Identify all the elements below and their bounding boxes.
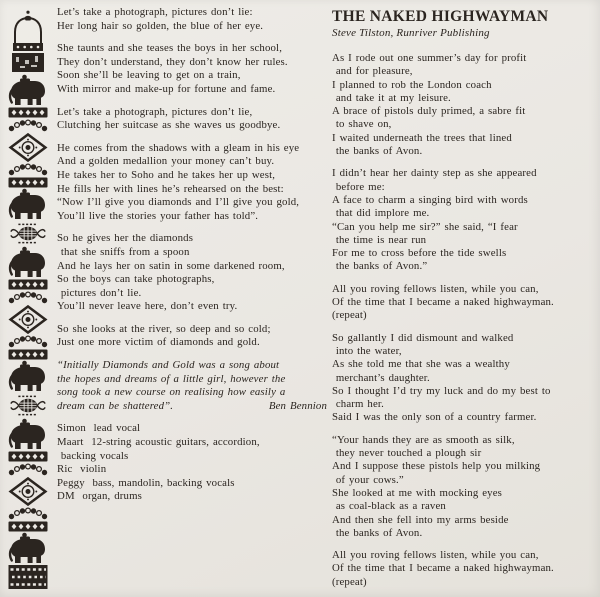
lyric-line: charm her. bbox=[332, 398, 384, 411]
lyric-line: I planned to rob the London coach bbox=[332, 78, 492, 91]
bottom-band-icon bbox=[8, 565, 48, 589]
lyric-line: the banks of Avon. bbox=[332, 526, 423, 539]
lyric-line: pictures don’t lie. bbox=[57, 286, 142, 299]
turtle-icon bbox=[8, 221, 48, 246]
lyric-line: “Your hands they are as smooth as silk, bbox=[332, 433, 515, 446]
lyric-line: You’ll live the stories your father has told”. bbox=[57, 209, 259, 222]
beads-icon bbox=[8, 462, 48, 477]
lyric-line: So the boys can take photographs, bbox=[57, 273, 215, 286]
lyric-line: With mirror and make-up for fortune and fame. bbox=[57, 82, 276, 95]
frieze-icon bbox=[8, 177, 48, 188]
lyric-line: the banks of Avon.” bbox=[332, 260, 428, 273]
elephant-icon bbox=[8, 246, 48, 279]
lyric-line: the hopes and dreams of a little girl, however the bbox=[57, 372, 286, 385]
lyric-line: they never touched a plough sir bbox=[332, 447, 482, 460]
diamond-icon bbox=[8, 133, 48, 162]
lyric-line: the banks of Avon. bbox=[332, 145, 423, 158]
lyrics-stanza bbox=[332, 434, 578, 540]
lyric-line: You’ll never leave here, don’t even try. bbox=[57, 300, 238, 313]
lyric-line: and take it at my leisure. bbox=[332, 91, 451, 104]
lyrics-stanza bbox=[57, 232, 333, 314]
editor-quote bbox=[57, 359, 333, 413]
lyric-line: Clutching her suitcase as she waves us goodbye. bbox=[57, 119, 281, 132]
lyric-line: Soon she’ll be leaving to get on a train, bbox=[57, 69, 241, 82]
decorative-border bbox=[8, 10, 48, 589]
lyric-line: to shave on, bbox=[332, 118, 392, 131]
lyrics-stanza bbox=[57, 323, 333, 350]
diamonds-and-gold-lyrics bbox=[57, 6, 333, 350]
lyrics-stanza bbox=[332, 283, 578, 323]
lyric-line: So gallantly I did dismount and walked bbox=[332, 331, 514, 344]
beads-icon bbox=[8, 290, 48, 305]
lyric-line: merchant’s daughter. bbox=[332, 371, 430, 384]
lyric-line: Let’s take a photograph, pictures don’t lie: bbox=[57, 6, 253, 18]
beads-icon bbox=[8, 334, 48, 349]
lyrics-stanza bbox=[332, 52, 578, 158]
lyric-line: song took a new course on realising how easily a bbox=[57, 386, 286, 399]
lyric-line: For me to cross before the tide swells bbox=[332, 247, 507, 260]
lyric-line: And I suppose these pistols help you milking bbox=[332, 460, 541, 473]
credit-line: backing vocals bbox=[57, 449, 129, 462]
diamond-icon bbox=[8, 305, 48, 334]
lyric-line: “Can you help me sir?” she said, “I fear bbox=[332, 220, 518, 233]
frieze-icon bbox=[8, 349, 48, 360]
lyric-line: that did implore me. bbox=[332, 207, 430, 220]
lyric-line: They don’t understand, they don’t know her rules. bbox=[57, 55, 288, 68]
lyric-line: Of the time that I became a naked highwayman. bbox=[332, 562, 554, 575]
lyric-line: All you roving fellows listen, while you can, bbox=[332, 549, 539, 562]
lyric-line: (repeat) bbox=[332, 309, 367, 322]
lyric-line: She taunts and she teases the boys in her school, bbox=[57, 42, 283, 55]
lyric-line: As she told me that she was a wealthy bbox=[332, 358, 510, 371]
elephant-icon bbox=[8, 418, 48, 451]
lyric-line: A face to charm a singing bird with words bbox=[332, 193, 528, 206]
elephant-icon bbox=[8, 188, 48, 221]
lyric-line: Her long hair so golden, the blue of her eye. bbox=[57, 19, 264, 32]
lyric-line: of your cows.” bbox=[332, 473, 404, 486]
lyric-line: Let’s take a photograph, pictures don’t lie, bbox=[57, 105, 253, 118]
lyrics-stanza bbox=[57, 42, 333, 96]
lyrics-stanza bbox=[57, 6, 333, 33]
frieze-icon bbox=[8, 279, 48, 290]
lyric-line: So she looks at the river, so deep and so cold; bbox=[57, 322, 271, 335]
lyric-line: As I rode out one summer’s day for profit bbox=[332, 52, 527, 64]
frieze-icon bbox=[8, 107, 48, 118]
quote-text: dream can be shattered”. bbox=[57, 399, 174, 412]
lyric-line: as coal-black as a raven bbox=[332, 500, 446, 513]
diamond-icon bbox=[8, 477, 48, 506]
lyric-line: into the water, bbox=[332, 344, 402, 357]
lyric-line: “Initially Diamonds and Gold was a song about bbox=[57, 359, 280, 372]
lyric-line: that she sniffs from a spoon bbox=[57, 245, 190, 258]
song-writer-credit: Steve Tilston, Runriver Publishing bbox=[332, 27, 490, 39]
lyrics-stanza bbox=[57, 142, 333, 224]
song-title: THE NAKED HIGHWAYMAN bbox=[332, 8, 549, 25]
left-column bbox=[57, 6, 333, 504]
right-column bbox=[332, 8, 578, 597]
lyric-line: Of the time that I became a naked highwayman. bbox=[332, 296, 554, 309]
lyric-line: All you roving fellows listen, while you can, bbox=[332, 282, 539, 295]
credit-line: Simon lead vocal bbox=[57, 422, 141, 435]
temple-icon bbox=[8, 10, 48, 74]
lyric-line: So he gives her the diamonds bbox=[57, 232, 194, 245]
lyric-line: So I thought I’d try my luck and do my best to bbox=[332, 384, 551, 397]
musician-credits bbox=[57, 422, 333, 504]
turtle-icon bbox=[8, 393, 48, 418]
credit-line: Maart 12-string acoustic guitars, accordion, bbox=[57, 436, 260, 449]
quote-attribution: Ben Bennion bbox=[268, 399, 327, 412]
frieze-icon bbox=[8, 521, 48, 532]
naked-highwayman-lyrics bbox=[332, 52, 578, 589]
lyric-line: the time is near run bbox=[332, 233, 427, 246]
beads-icon bbox=[8, 162, 48, 177]
lyrics-stanza bbox=[332, 167, 578, 273]
lyric-line: And a golden medallion your money can’t buy. bbox=[57, 155, 275, 168]
lyric-line: I waited underneath the trees that lined bbox=[332, 131, 512, 144]
beads-icon bbox=[8, 118, 48, 133]
lyric-line: (repeat) bbox=[332, 575, 367, 588]
lyric-line: I didn’t hear her dainty step as she appeared bbox=[332, 167, 537, 180]
lyric-line: And he lays her on satin in some darkened room, bbox=[57, 259, 285, 272]
lyric-line: Just one more victim of diamonds and gold. bbox=[57, 336, 260, 349]
lyrics-stanza bbox=[332, 549, 578, 589]
lyric-line: and for pleasure, bbox=[332, 65, 413, 78]
lyric-line: And then she fell into my arms beside bbox=[332, 513, 509, 526]
elephant-icon bbox=[8, 532, 48, 565]
elephant-icon bbox=[8, 74, 48, 107]
credit-line: Ric violin bbox=[57, 463, 107, 476]
lyric-line: before me: bbox=[332, 180, 385, 193]
quote-last-line bbox=[57, 400, 333, 414]
frieze-icon bbox=[8, 451, 48, 462]
lyric-line: “Now I’ll give you diamonds and I’ll give you gold, bbox=[57, 196, 300, 209]
credit-line: DM organ, drums bbox=[57, 490, 142, 503]
beads-icon bbox=[8, 506, 48, 521]
lyric-line: She looked at me with mocking eyes bbox=[332, 486, 503, 499]
lyrics-stanza bbox=[332, 332, 578, 425]
credit-line: Peggy bass, mandolin, backing vocals bbox=[57, 476, 235, 489]
lyrics-stanza bbox=[57, 106, 333, 133]
lyric-line: He fills her with lines he’s rehearsed on the best: bbox=[57, 182, 284, 195]
lyric-line: A brace of pistols duly primed, a sabre fit bbox=[332, 105, 526, 118]
lyric-line: He comes from the shadows with a gleam in his eye bbox=[57, 141, 300, 154]
elephant-icon bbox=[8, 360, 48, 393]
lyric-line: Said I was the only son of a country farmer. bbox=[332, 411, 537, 424]
lyric-line: He takes her to Soho and he takes her up west, bbox=[57, 168, 276, 181]
